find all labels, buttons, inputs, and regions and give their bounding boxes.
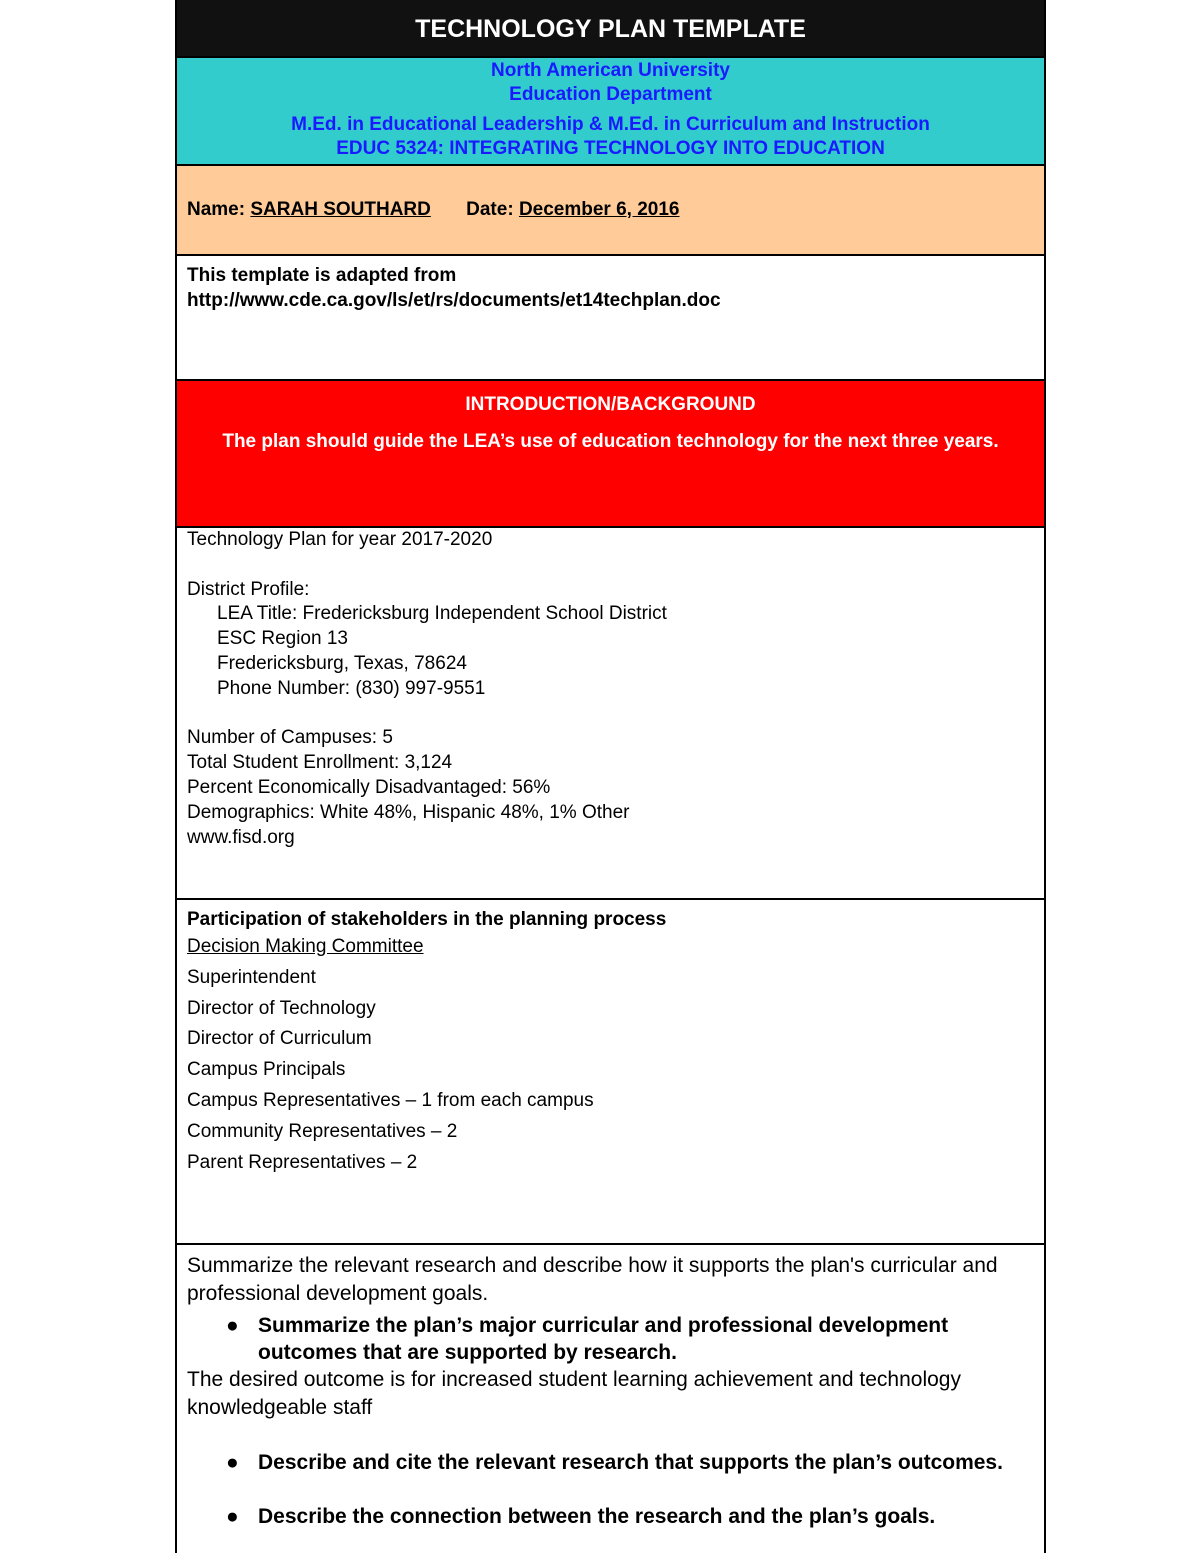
bullet-icon: ● — [226, 1451, 239, 1474]
intro-section — [177, 381, 1044, 528]
research-list — [187, 1449, 1034, 1530]
committee-member: Superintendent — [187, 966, 316, 988]
bullet-icon: ● — [226, 1314, 239, 1337]
program-name: M.Ed. in Educational Leadership & M.Ed. in Curriculum and Instruction — [291, 114, 930, 135]
submission-date: December 6, 2016 — [518, 199, 680, 220]
research-bullet-text: Describe and cite the relevant research that supports the plan’s outcomes. — [258, 1451, 1003, 1474]
committee-member: Campus Principals — [187, 1059, 346, 1081]
research-bullet-text: Summarize the plan’s major curricular and professional development outcomes that are supported by research. — [258, 1314, 949, 1364]
adapted-from-text: This template is adapted from — [187, 265, 457, 286]
research-answer: The desired outcome is for increased student learning achievement and technology knowledgeable staff — [187, 1368, 961, 1419]
student-name: SARAH SOUTHARD — [250, 199, 431, 220]
district-line: LEA Title: Fredericksburg Independent School District — [217, 603, 667, 625]
committee-member: Director of Curriculum — [187, 1028, 372, 1050]
bullet-icon: ● — [226, 1505, 239, 1528]
committee-member: Campus Representatives – 1 from each campus — [187, 1089, 594, 1111]
research-bullet — [226, 1503, 1034, 1530]
source-url: http://www.cde.ca.gov/ls/et/rs/documents/et14techplan.doc — [187, 290, 721, 311]
committee-member: Director of Technology — [187, 997, 376, 1019]
research-bullet — [226, 1449, 1034, 1476]
research-section — [177, 1245, 1044, 1565]
intro-text: The plan should guide the LEA’s use of education technology for the next three years. — [222, 431, 999, 452]
committee-label: Decision Making Committee — [187, 936, 424, 957]
stakeholders-heading: Participation of stakeholders in the planning process — [187, 909, 667, 930]
university-header — [177, 58, 1044, 166]
plan-year: Technology Plan for year 2017-2020 — [187, 529, 493, 550]
intro-heading: INTRODUCTION/BACKGROUND — [465, 394, 756, 415]
name-label: Name: — [187, 199, 246, 220]
district-stat: Total Student Enrollment: 3,124 — [187, 752, 453, 774]
technology-plan-document — [175, 0, 1046, 1553]
district-profile-label: District Profile: — [187, 578, 310, 600]
district-profile — [177, 528, 1044, 900]
department-name: Education Department — [509, 84, 712, 105]
document-title: TECHNOLOGY PLAN TEMPLATE — [177, 0, 1044, 58]
committee-member: Parent Representatives – 2 — [187, 1151, 418, 1173]
district-line: ESC Region 13 — [217, 628, 348, 650]
district-stat: Number of Campuses: 5 — [187, 727, 393, 749]
district-line: Fredericksburg, Texas, 78624 — [217, 652, 467, 674]
research-bullet — [226, 1312, 1034, 1366]
district-stat: Demographics: White 48%, Hispanic 48%, 1% Other — [187, 801, 630, 823]
university-name: North American University — [491, 60, 730, 81]
template-source — [177, 256, 1044, 381]
district-website: www.fisd.org — [187, 826, 295, 848]
research-intro: Summarize the relevant research and describe how it supports the plan's curricular and professional development goals. — [187, 1254, 998, 1305]
student-info — [177, 166, 1044, 256]
committee-member: Community Representatives – 2 — [187, 1120, 458, 1142]
research-bullet-text: Describe the connection between the research and the plan’s goals. — [258, 1505, 936, 1528]
date-label: Date: — [466, 199, 514, 220]
research-list — [187, 1312, 1034, 1366]
district-stat: Percent Economically Disadvantaged: 56% — [187, 776, 551, 798]
stakeholders-section — [177, 900, 1044, 1245]
course-name: EDUC 5324: INTEGRATING TECHNOLOGY INTO EDUCATION — [336, 138, 885, 159]
district-line: Phone Number: (830) 997-9551 — [217, 677, 486, 699]
